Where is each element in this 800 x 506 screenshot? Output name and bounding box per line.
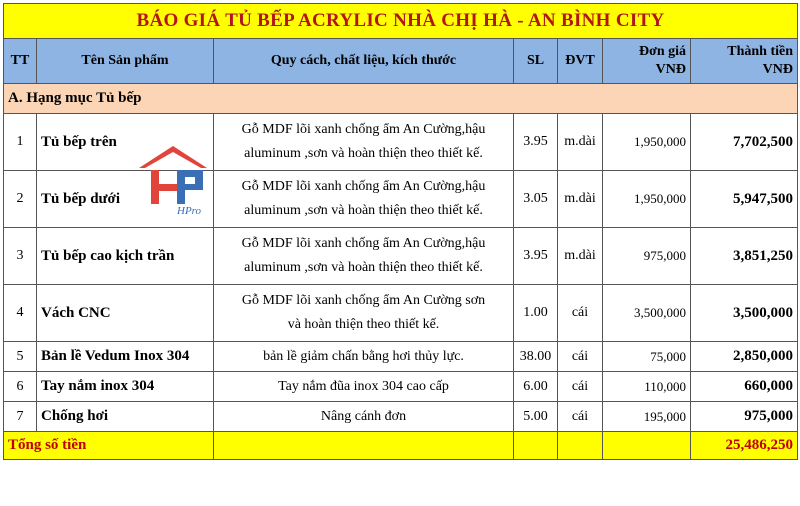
unit: m.dài [558,228,603,285]
header-tt: TT [4,39,37,84]
product-name: Tủ bếp dưới [37,171,214,228]
row-tt: 6 [4,372,37,402]
unit-price: 195,000 [603,402,691,432]
unit: cái [558,402,603,432]
unit: m.dài [558,114,603,171]
line-total: 2,850,000 [691,342,798,372]
footer-label: Tổng số tiền [4,432,214,460]
table-row [4,228,798,285]
product-name: Tủ bếp cao kịch trần [37,228,214,285]
product-name: Tay nắm inox 304 [37,372,214,402]
quantity: 3.95 [514,228,558,285]
product-spec: Gỗ MDF lõi xanh chống ẩm An Cường,hậu aluminum ,sơn và hoàn thiện theo thiết kế. [214,228,514,285]
line-total: 5,947,500 [691,171,798,228]
quotation-table [3,3,798,460]
product-spec: Tay nắm đũa inox 304 cao cấp [214,372,514,402]
row-tt: 1 [4,114,37,171]
product-name: Tủ bếp trên [37,114,214,171]
svg-text:HPro: HPro [177,205,202,217]
product-spec: Gỗ MDF lõi xanh chống ẩm An Cường sơn và hoàn thiện theo thiết kế. [214,285,514,342]
line-total: 7,702,500 [691,114,798,171]
table-row [4,402,798,432]
footer-row [4,432,798,460]
header-spec: Quy cách, chất liệu, kích thước [214,39,514,84]
table-row [4,342,798,372]
row-tt: 3 [4,228,37,285]
line-total: 660,000 [691,372,798,402]
line-total: 3,851,250 [691,228,798,285]
unit-price: 975,000 [603,228,691,285]
line-total: 3,500,000 [691,285,798,342]
quantity: 3.05 [514,171,558,228]
product-spec: bản lề giảm chấn bằng hơi thủy lực. [214,342,514,372]
unit-price: 1,950,000 [603,171,691,228]
header-row [4,39,798,84]
unit-price: 110,000 [603,372,691,402]
row-tt: 2 [4,171,37,228]
table-row [4,171,798,228]
section-label: A. Hạng mục Tủ bếp [4,84,798,114]
unit: m.dài [558,171,603,228]
header-price: Đơn giá VNĐ [603,39,691,84]
unit-price: 75,000 [603,342,691,372]
page-title: BÁO GIÁ TỦ BẾP ACRYLIC NHÀ CHỊ HÀ - AN BÌNH CITY [4,4,798,39]
table-row [4,285,798,342]
product-spec: Nâng cánh đơn [214,402,514,432]
hpro-logo-icon [133,138,213,218]
table-row [4,372,798,402]
unit-price: 1,950,000 [603,114,691,171]
title-row [4,4,798,39]
product-name: Vách CNC [37,285,214,342]
unit: cái [558,372,603,402]
header-unit: ĐVT [558,39,603,84]
unit: cái [558,342,603,372]
section-row [4,84,798,114]
line-total: 975,000 [691,402,798,432]
product-spec: Gỗ MDF lõi xanh chống ẩm An Cường,hậu aluminum ,sơn và hoàn thiện theo thiết kế. [214,114,514,171]
product-name: Bản lề Vedum Inox 304 [37,342,214,372]
header-total: Thành tiền VNĐ [691,39,798,84]
unit-price: 3,500,000 [603,285,691,342]
header-qty: SL [514,39,558,84]
quantity: 6.00 [514,372,558,402]
product-name: Chống hơi [37,402,214,432]
row-tt: 5 [4,342,37,372]
unit: cái [558,285,603,342]
quantity: 3.95 [514,114,558,171]
product-spec: Gỗ MDF lõi xanh chống ẩm An Cường,hậu aluminum ,sơn và hoàn thiện theo thiết kế. [214,171,514,228]
quantity: 1.00 [514,285,558,342]
quantity: 38.00 [514,342,558,372]
header-name: Tên Sản phẩm [37,39,214,84]
grand-total: 25,486,250 [691,432,798,460]
row-tt: 4 [4,285,37,342]
quantity: 5.00 [514,402,558,432]
table-row [4,114,798,171]
row-tt: 7 [4,402,37,432]
